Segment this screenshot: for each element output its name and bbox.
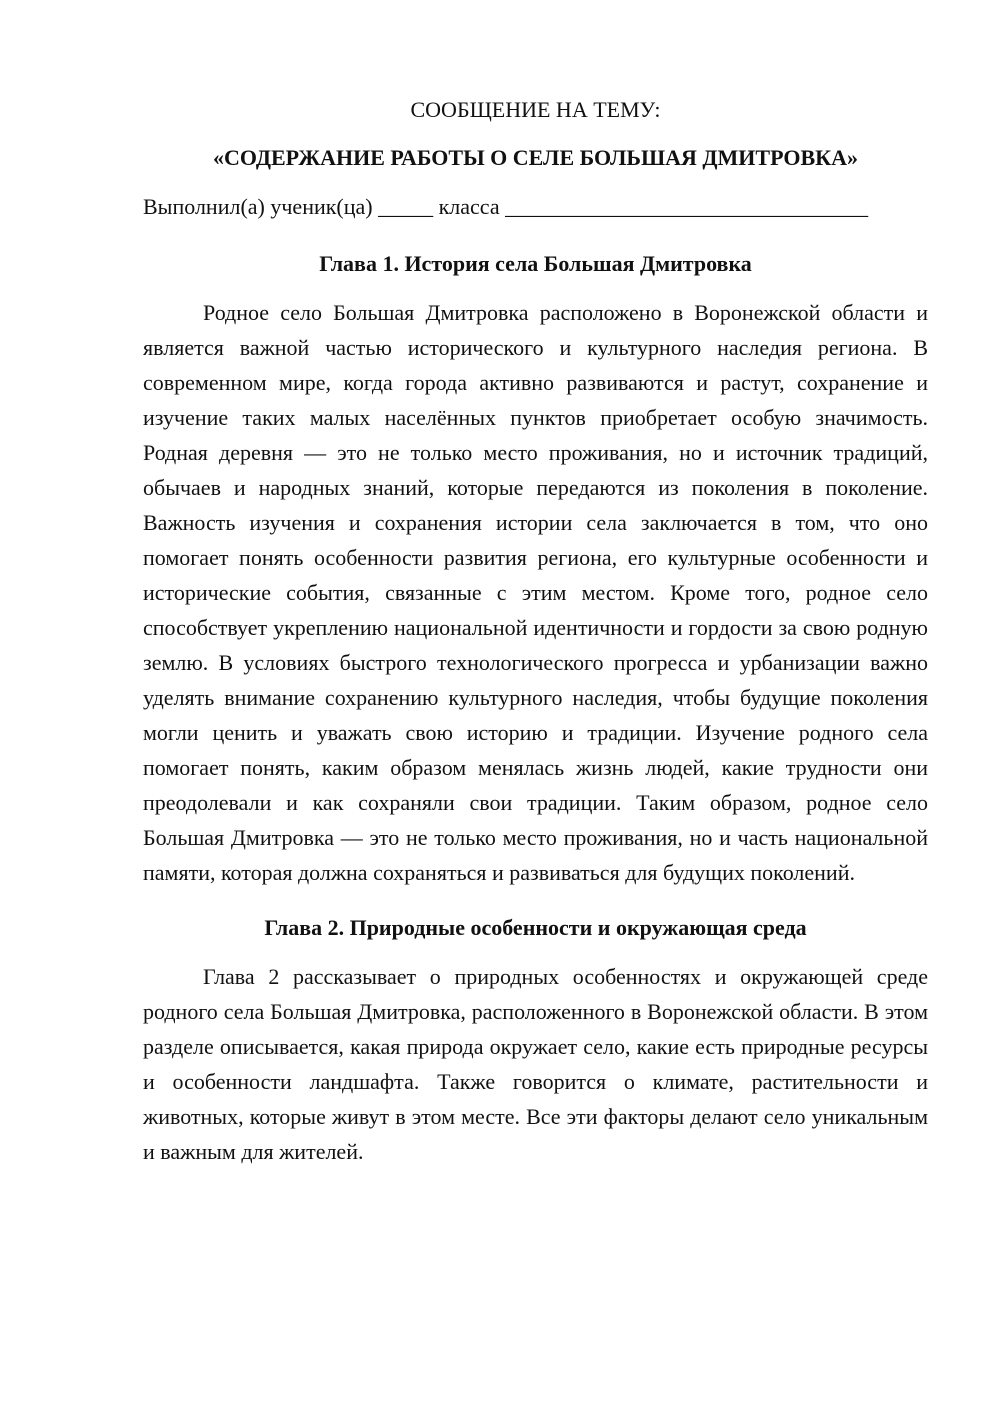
chapter-1-paragraph: Родное село Большая Дмитровка расположено в Воронежской области и является важной частью исторического и культурного наследия региона. В современном мире, когда города активно развиваются и растут, сохранение и изучение таких малых населённых пунктов приобретает особую значимость. Родная деревня — это не только место проживания, но и источник традиций, обычаев и народных знаний, которые передаются из поколения в поколение. Важность изучения и сохранения истории села заключается в том, что оно помогает понять особенности развития региона, его культурные особенности и исторические события, связанные с этим местом. Кроме того, родное село способствует укреплению национальной идентичности и гордости за свою родную землю. В условиях быстрого технологического прогресса и урбанизации важно уделять внимание сохранению культурного наследия, чтобы будущие поколения могли ценить и уважать свою историю и традиции. Изучение родного села помогает понять, каким образом менялась жизнь людей, какие трудности они преодолевали и как сохраняли свои традиции. Таким образом, родное село Большая Дмитровка — это не только место проживания, но и часть национальной памяти, которая должна сохраняться и развиваться для будущих поколений. xyxy=(143,300,928,885)
author-byline: Выполнил(а) ученик(ца) _____ класса _________________________________ xyxy=(143,194,869,219)
document-title-line-2: «СОДЕРЖАНИЕ РАБОТЫ О СЕЛЕ БОЛЬШАЯ ДМИТРОВКА» xyxy=(212,145,859,170)
chapter-2-heading: Глава 2. Природные особенности и окружающая среда xyxy=(264,915,807,940)
document-title-line-1: СООБЩЕНИЕ НА ТЕМУ: xyxy=(410,97,661,122)
chapter-1-heading: Глава 1. История села Большая Дмитровка xyxy=(319,251,752,276)
chapter-2-paragraph: Глава 2 рассказывает о природных особенностях и окружающей среде родного села Большая Дмитровка, расположенного в Воронежской области. В этом разделе описывается, какая природа окружает село, какие есть природные ресурсы и особенности ландшафта. Также говорится о климате, растительности и животных, которые живут в этом месте. Все эти факторы делают село уникальным и важным для жителей. xyxy=(143,964,928,1164)
document-page xyxy=(143,92,928,1169)
